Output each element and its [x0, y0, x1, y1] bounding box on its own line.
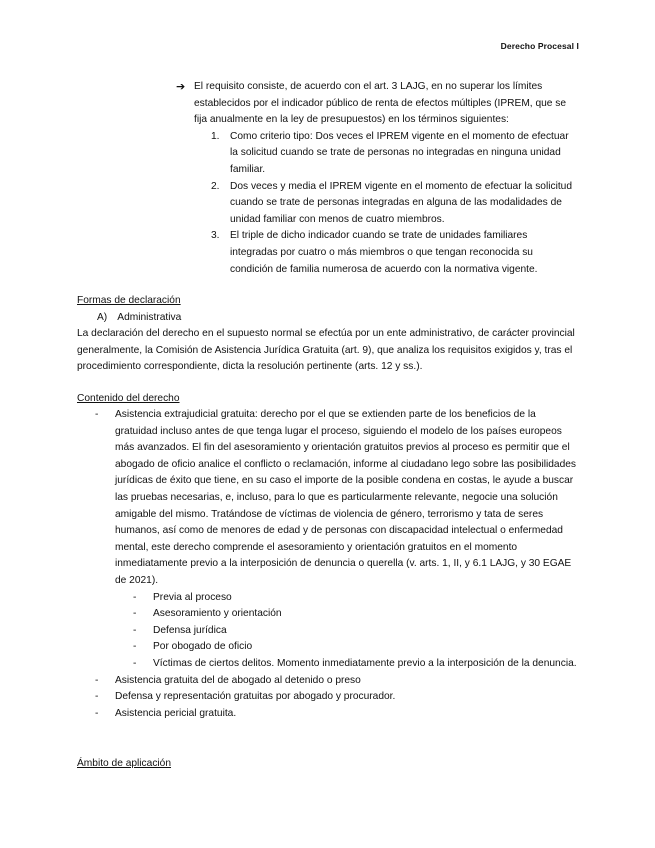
requirement-paragraph: [176, 79, 576, 129]
list-item: [176, 129, 576, 179]
running-header: Derecho Procesal I: [500, 41, 579, 51]
list-item: [176, 179, 576, 229]
list-number: 2.: [211, 180, 220, 192]
dash-bullet: -: [95, 674, 99, 686]
list-item: [77, 689, 577, 706]
list-item-text: Asistencia pericial gratuita.: [115, 707, 237, 719]
subsection-text: Administrativa: [117, 312, 182, 323]
arrow-right-icon: ➔: [176, 81, 186, 93]
sub-list: [115, 590, 577, 673]
list-item-text: Como criterio tipo: Dos veces el IPREM vigente en el momento de efectuar la solicitud cuando se trate de personas no integradas en ninguna unidad familiar.: [230, 130, 569, 175]
sub-list-item: [115, 590, 577, 607]
list-number: 1.: [211, 130, 220, 142]
requirement-list: [176, 129, 576, 278]
requirement-block: [176, 79, 576, 278]
formas-paragraph: La declaración del derecho en el supuesto normal se efectúa por un ente administrativo, de carácter provincial generalmente, la Comisión de Asistencia Jurídica Gratuita (art. 9), que analiza los requisitos exigidos y, tras el procedimiento correspondiente, dicta la resolución pertinente (arts. 12 y ss.).: [77, 328, 575, 373]
sub-list-item: [115, 639, 577, 656]
list-item-text: El triple de dicho indicador cuando se trate de unidades familiares integradas por cuatro o más miembros o que tengan reconocida su condición de familia numerosa de acuerdo con la normativa vigente.: [230, 230, 538, 275]
list-item-text: Asistencia extrajudicial gratuita: derecho por el que se extienden parte de los beneficios de la gratuidad incluso antes de que tenga lugar el proceso, siguiendo el modelo de los países europeos más avanzados. El fin del asesoramiento y orientación gratuitos previos al proceso es permitir que el abogado de oficio analice el conflicto o reclamación, informe al ciudadano lego sobre las posibilidades jurídicas de éxito que tiene, en su caso el importe de la posible condena en costas, le ayude a buscar las pruebas necesarias, e, incluso, para lo que es particularmente relevante, negocie una solución amigable del mismo. Tratándose de víctimas de violencia de género, terrorismo y tata de seres humanos, así como de menores de edad y de personas con discapacidad intelectual o enfermedad mental, este derecho comprende el asesoramiento y orientación gratuitos en el momento inmediatamente previo a la interposición de denuncia o querella (v. arts. 1, II, y 6.1 LAJG, y 30 EGAE de 2021).: [115, 409, 576, 586]
list-item: [77, 407, 577, 673]
subsection-administrativa: [97, 310, 181, 327]
sub-list-item-text: Víctimas de ciertos delitos. Momento inmediatamente previo a la interposición de la denuncia.: [153, 657, 577, 669]
section-heading-formas: Formas de declaración: [77, 295, 181, 306]
list-item-text: Defensa y representación gratuitas por abogado y procurador.: [115, 691, 396, 703]
list-item: [77, 706, 577, 723]
sub-list-item-text: Previa al proceso: [153, 591, 232, 603]
dash-bullet: -: [133, 624, 137, 636]
sub-list-item-text: Por obogado de oficio: [153, 641, 253, 653]
dash-bullet: -: [133, 641, 137, 653]
sub-list-item-text: Asesoramiento y orientación: [153, 608, 282, 620]
subsection-label: A): [97, 312, 108, 323]
contenido-list: [77, 407, 577, 722]
dash-bullet: -: [95, 409, 99, 420]
requirement-text: El requisito consiste, de acuerdo con el art. 3 LAJG, en no superar los límites establecidos por el indicador público de renta de efectos múltiples (IPREM, que se fija anualmente en la ley de presupuestos) en los términos siguientes:: [194, 81, 567, 126]
sub-list-item-text: Defensa jurídica: [153, 624, 227, 636]
list-number: 3.: [211, 230, 220, 242]
dash-bullet: -: [95, 707, 99, 719]
dash-bullet: -: [133, 608, 137, 620]
dash-bullet: -: [133, 657, 137, 669]
list-item-text: Asistencia gratuita del de abogado al detenido o preso: [115, 674, 361, 686]
list-item: [77, 673, 577, 690]
section-heading-ambito: Ámbito de aplicación: [77, 758, 172, 769]
section-heading-contenido: Contenido del derecho: [77, 393, 180, 404]
list-item: [176, 228, 576, 278]
dash-bullet: -: [95, 691, 99, 703]
dash-bullet: -: [133, 591, 137, 603]
sub-list-item: [115, 623, 577, 640]
list-item-text: Dos veces y media el IPREM vigente en el momento de efectuar la solicitud cuando se trate de personas integradas en alguna de las modalidades de unidad familiar con menos de cuatro miembros.: [230, 180, 573, 225]
sub-list-item: [115, 656, 577, 673]
sub-list-item: [115, 606, 577, 623]
